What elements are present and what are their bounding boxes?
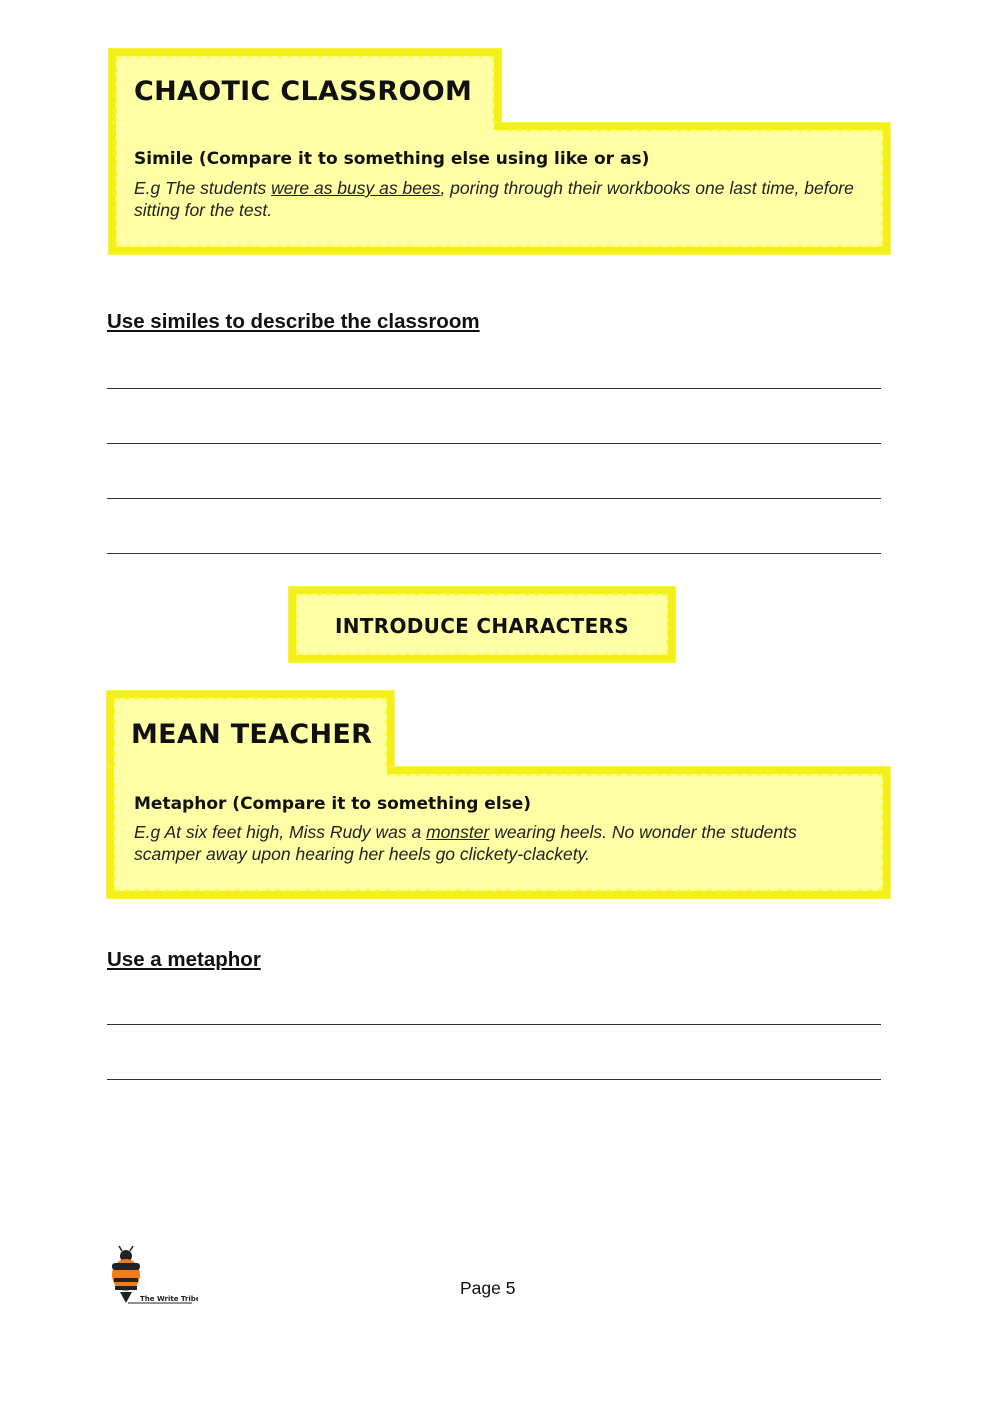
section2-example-before: E.g At six feet high, Miss Rudy was a — [134, 822, 427, 842]
section2-example — [134, 821, 854, 865]
section1-device-label: Simile (Compare it to something else using like or as) — [134, 149, 650, 169]
bee-mascot-icon — [108, 1245, 198, 1310]
page-number: Page 5 — [460, 1278, 516, 1298]
section1-example-highlight: were as busy as bees — [271, 178, 441, 198]
section1-example-after: , poring through their workbooks one last time, before sitting for the test. — [134, 178, 854, 220]
logo — [108, 1245, 198, 1315]
answer-line-4[interactable] — [107, 553, 881, 554]
answer-line-1[interactable] — [107, 388, 881, 389]
section2-example-after: wearing heels. No wonder the students scamper away upon hearing her heels go clickety-clackety. — [134, 822, 797, 864]
answer-line-3[interactable] — [107, 498, 881, 499]
section2-prompt: Use a metaphor — [107, 948, 261, 971]
section2-example-highlight: monster — [426, 822, 490, 842]
answer-line-2[interactable] — [107, 443, 881, 444]
answer-line-6[interactable] — [107, 1079, 881, 1080]
section1-title: CHAOTIC CLASSROOM — [134, 76, 473, 107]
answer-line-5[interactable] — [107, 1024, 881, 1025]
section2-title: MEAN TEACHER — [131, 719, 373, 750]
section1-example — [134, 177, 854, 221]
box-joint — [116, 122, 494, 134]
section1-prompt: Use similes to describe the classroom — [107, 310, 480, 333]
section1-example-before: E.g The students — [134, 178, 272, 198]
section2-device-label: Metaphor (Compare it to something else) — [134, 794, 532, 814]
banner-label: INTRODUCE CHARACTERS — [335, 614, 629, 638]
box-joint — [114, 766, 387, 778]
logo-text: The Write Tribe — [140, 1295, 198, 1303]
